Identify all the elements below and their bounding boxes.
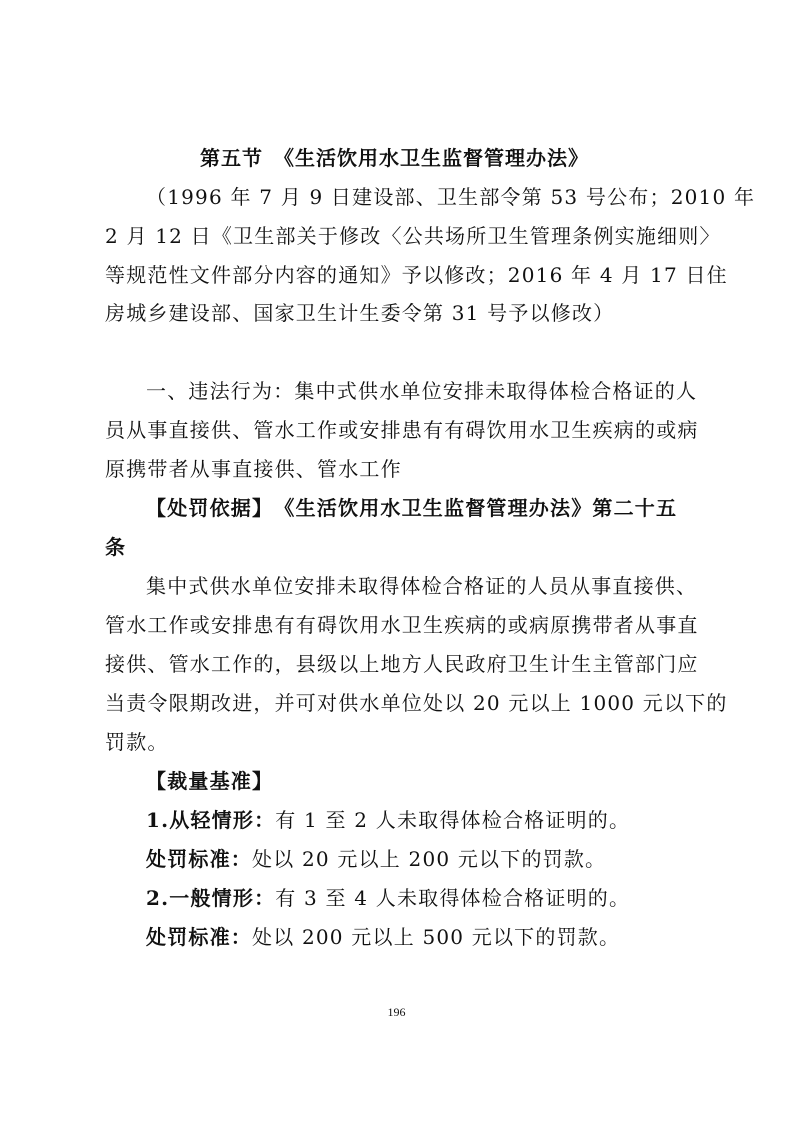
violation-line: 一、违法行为：集中式供水单位安排未取得体检合格证的人 — [146, 379, 698, 403]
violation-line: 原携带者从事直接供、管水工作 — [105, 457, 402, 481]
general-circumstance-text: 有 3 至 4 人未取得体检合格证明的。 — [275, 886, 631, 910]
source-note-line: 等规范性文件部分内容的通知》予以修改；2016 年 4 月 17 日住 — [105, 263, 728, 287]
page-number: 196 — [387, 1005, 406, 1019]
light-penalty-label: 处罚标准： — [146, 847, 252, 871]
source-note-line: （1996 年 7 月 9 日建设部、卫生部令第 53 号公布；2010 年 — [146, 185, 756, 209]
general-circumstance-label: 2.一般情形： — [146, 886, 276, 910]
basis-text-line: 当责令限期改进，并可对供水单位处以 20 元以上 1000 元以下的 — [105, 691, 728, 715]
light-circumstance-label: 1.从轻情形： — [146, 808, 276, 832]
general-penalty-label: 处罚标准： — [146, 925, 252, 949]
general-circumstance — [146, 885, 630, 911]
light-penalty-text: 处以 20 元以上 200 元以下的罚款。 — [252, 847, 607, 871]
basis-text-line: 罚款。 — [105, 730, 169, 754]
light-circumstance — [146, 807, 630, 833]
source-note-line: 房城乡建设部、国家卫生计生委令第 31 号予以修改） — [105, 301, 615, 325]
basis-text-line: 管水工作或安排患有有碍饮用水卫生疾病的或病原携带者从事直 — [105, 613, 699, 637]
light-circumstance-text: 有 1 至 2 人未取得体检合格证明的。 — [275, 808, 631, 832]
violation-line: 员从事直接供、管水工作或安排患有有碍饮用水卫生疾病的或病 — [105, 418, 699, 442]
general-penalty-text: 处以 200 元以上 500 元以下的罚款。 — [252, 925, 621, 949]
penalty-basis-heading-cont: 条 — [105, 535, 127, 559]
penalty-basis-heading: 【处罚依据】 《生活饮用水卫生监督管理办法》第二十五 — [146, 496, 678, 520]
source-note-line: 2 月 12 日《卫生部关于修改〈公共场所卫生管理条例实施细则〉 — [105, 224, 721, 248]
light-penalty — [146, 846, 606, 872]
basis-text-line: 接供、管水工作的，县级以上地方人民政府卫生计生主管部门应 — [105, 652, 699, 676]
discretion-standard-heading: 【裁量基准】 — [146, 769, 274, 793]
section-title: 第五节 《生活饮用水卫生监督管理办法》 — [200, 146, 589, 170]
general-penalty — [146, 924, 620, 950]
basis-text-line: 集中式供水单位安排未取得体检合格证的人员从事直接供、 — [146, 574, 698, 598]
